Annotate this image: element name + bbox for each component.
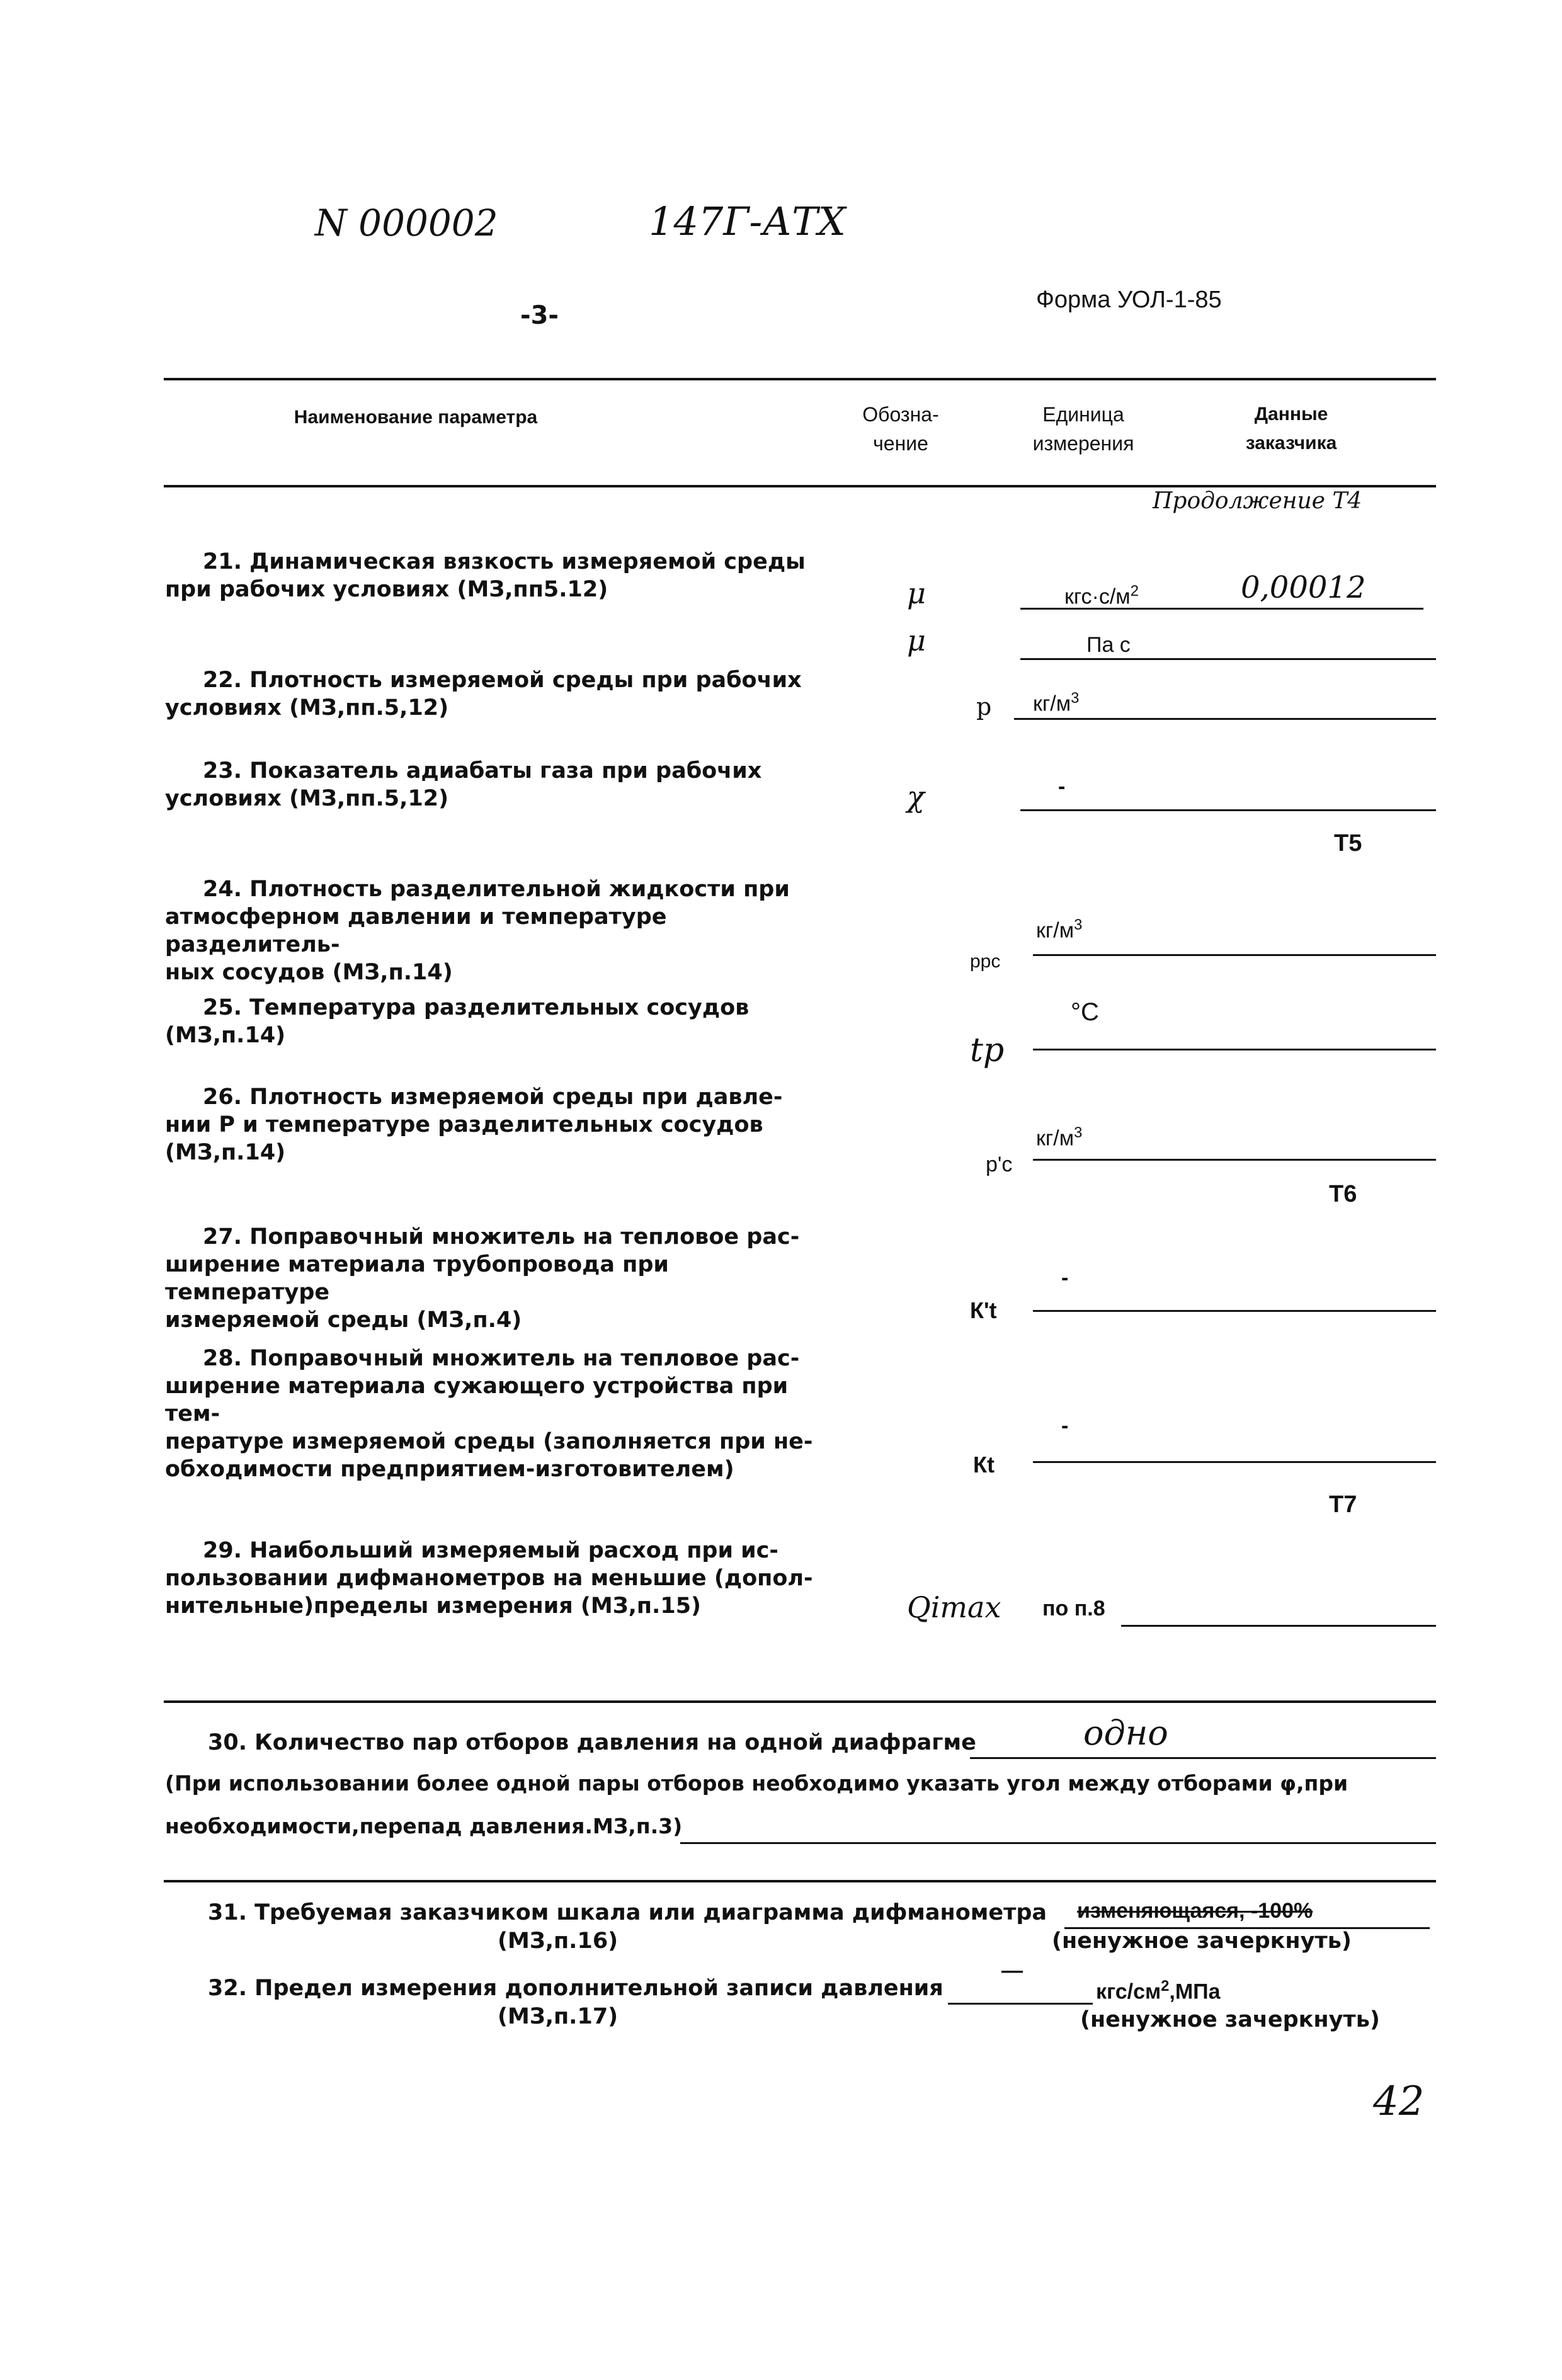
item31-text: 31. Требуемая заказчиком шкала или диаграмма дифманометра (208, 1900, 1047, 1925)
item32-line (948, 2003, 1093, 2005)
param-21-value: 0,00012 (1241, 570, 1366, 605)
param-22-unit (1033, 690, 1079, 716)
item30-value: одно (1083, 1713, 1168, 1753)
param-27-symbol: К't (970, 1297, 997, 1323)
param-21-unit (1064, 583, 1139, 609)
param-28-unit: - (1061, 1414, 1069, 1438)
param-21-symbol: μ (907, 576, 926, 610)
param-28-symbol: Кt (973, 1452, 995, 1478)
param-23-line (1020, 809, 1436, 811)
param-21b-symbol: μ (907, 623, 926, 658)
item32-unit-sup: 2 (1161, 1978, 1170, 1995)
item32-text: 32. Предел измерения дополнительной записи давления (208, 1976, 943, 2001)
param-22-symbol: р (976, 693, 992, 720)
item32-unit (1096, 1978, 1221, 2004)
rule-item30-top (164, 1700, 1436, 1703)
doc-code: 147Г-АТХ (649, 198, 846, 244)
param-22-unit-sup: 3 (1071, 690, 1080, 707)
param-25-text: 25. Температура разделительных сосудов (МЗ,п.14) (165, 995, 750, 1048)
param-28-text: 28. Поправочный множитель на тепловое рас- ширение материала сужающего устройства при тем- пературе измеряемой среды (заполняется при не- обходимости предприятием-изготовителем) (165, 1346, 813, 1482)
param-22-line (1014, 718, 1436, 720)
param-29-line (1121, 1625, 1436, 1627)
param-24-text: 24. Плотность разделительной жидкости при атмосферном давлении и температуре разделитель- ных сосудов (МЗ,п.14) (165, 877, 790, 985)
item32-ref: (МЗ,п.17) (498, 2004, 619, 2029)
param-26-unit (1036, 1124, 1082, 1151)
param-28-line (1033, 1461, 1436, 1463)
param-24-symbol: ррс (970, 951, 1001, 972)
rule-item31-top (164, 1880, 1436, 1882)
param-23-symbol: χ (907, 780, 925, 814)
item32-note: (ненужное зачеркнуть) (1080, 2007, 1380, 2032)
table-top-rule (164, 378, 1436, 380)
param-29-text: 29. Наибольший измеряемый расход при ис- пользовании дифманометров на меньшие (допол- нительные)пределы измерения (МЗ,п.15) (165, 1538, 813, 1619)
form-code: Форма УОЛ-1-85 (1036, 287, 1222, 313)
param-25-unit: °С (1071, 998, 1099, 1026)
param-25-symbol: tр (970, 1032, 1005, 1069)
item30-note1: (При использовании более одной пары отборов необходимо указать угол между отборами φ,при (165, 1771, 1348, 1796)
t5-mark: Т5 (1334, 830, 1362, 857)
param-24-line (1033, 954, 1436, 956)
item32-value: — (1001, 1959, 1023, 1983)
t6-mark: Т6 (1329, 1181, 1357, 1207)
t7-mark: Т7 (1329, 1491, 1357, 1518)
stamp-number: N 000002 (315, 202, 498, 244)
param-24-unit-text: кг/м (1036, 918, 1075, 943)
col-header-name: Наименование параметра (294, 407, 538, 428)
param-27-line (1033, 1310, 1436, 1312)
continuation-label: Продолжение Т4 (1153, 488, 1362, 514)
param-24-unit (1036, 916, 1082, 943)
page-mark: 42 (1373, 2078, 1425, 2125)
param-24-unit-sup: 3 (1074, 916, 1083, 933)
param-23-unit: - (1058, 775, 1066, 799)
table-header-rule (164, 485, 1436, 487)
param-26-symbol: р'с (986, 1153, 1013, 1176)
item31-ref: (МЗ,п.16) (498, 1928, 619, 1954)
item31-note: (ненужное зачеркнуть) (1052, 1928, 1352, 1954)
col-header-symbol: Обозна- чение (862, 403, 939, 455)
item31-value: изменяющаяся, -100% (1077, 1899, 1313, 1923)
item30-text: 30. Количество пар отборов давления на одной диафрагме (208, 1730, 976, 1755)
item30-note2: необходимости,перепад давления.МЗ,п.3) (165, 1814, 683, 1838)
param-21-line (1020, 608, 1423, 610)
param-21b-unit: Па с (1086, 633, 1131, 657)
param-29-unit: по п.8 (1042, 1597, 1105, 1620)
param-26-text: 26. Плотность измеряемой среды при давле- нии Р и температуре разделительных сосудов (МЗ,п.14) (165, 1085, 783, 1165)
param-21-text: 21. Динамическая вязкость измеряемой среды при рабочих условиях (МЗ,пп5.12) (165, 549, 806, 602)
page-number: -3- (520, 301, 559, 330)
param-26-line (1033, 1159, 1436, 1161)
param-27-unit: - (1061, 1266, 1069, 1290)
col-header-unit: Единица измерения (1032, 403, 1134, 455)
param-27-text: 27. Поправочный множитель на тепловое рас- ширение материала трубопровода при температуре измеряемой среды (МЗ,п.4) (165, 1224, 800, 1333)
col-header-data: Данные заказчика (1245, 404, 1337, 453)
item32-unit-tail: ,МПа (1169, 1979, 1221, 2004)
param-29-symbol: Qimax (907, 1590, 1001, 1624)
param-21-unit-sup: 2 (1130, 583, 1139, 600)
param-21-unit-text: кгс·с/м (1064, 584, 1131, 609)
param-23-text: 23. Показатель адиабаты газа при рабочих условиях (МЗ,пп.5,12) (165, 758, 762, 811)
item30-line (970, 1757, 1436, 1759)
param-22-text: 22. Плотность измеряемой среды при рабочих условиях (МЗ,пп.5,12) (165, 668, 802, 720)
item30-note-line (680, 1842, 1436, 1844)
item32-unit-text: кгс/см (1096, 1979, 1161, 2004)
param-26-unit-sup: 3 (1074, 1124, 1083, 1141)
param-22-unit-text: кг/м (1033, 692, 1071, 716)
param-21b-line (1020, 658, 1436, 660)
param-26-unit-text: кг/м (1036, 1126, 1075, 1151)
param-25-line (1033, 1049, 1436, 1051)
